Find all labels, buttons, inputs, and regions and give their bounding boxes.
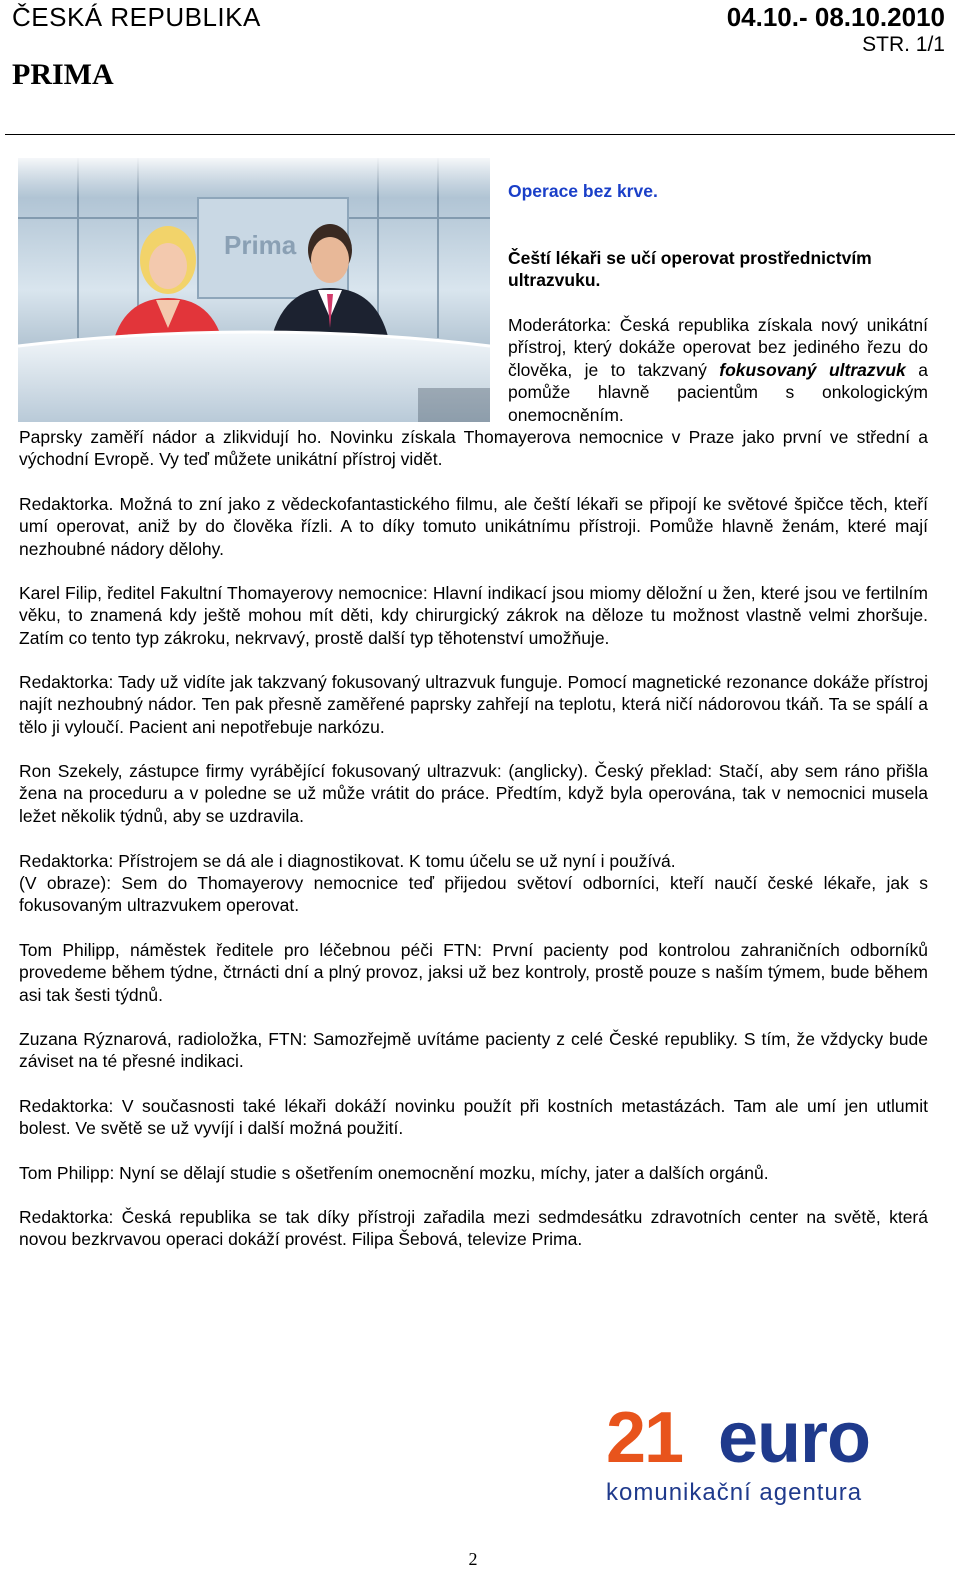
article-paragraph: Redaktorka: Přístrojem se dá ale i diagnostikovat. K tomu účelu se už nyní i používá. (19, 851, 676, 871)
header-divider (5, 134, 955, 135)
news-studio-illustration (18, 158, 490, 422)
article-paragraph: Tom Philipp: Nyní se dělají studie s ošetřením onemocnění mozku, míchy, jater a dalších orgánů. (19, 1163, 769, 1183)
article-paragraph: Redaktorka: Česká republika se tak díky přístroji zařadila mezi sedmdesátku zdravotních center na světě, která novou bezkrvavou operaci dokáží provést. Filipa Šebová, televize Prima. (19, 1207, 928, 1250)
logo-number: 21 (606, 1398, 683, 1478)
article-paragraph: (V obraze): Sem do Thomayerovy nemocnice teď přijedou světoví odborníci, kteří naučí české lékaře, jak s fokusovaným ultrazvukem operovat. (19, 873, 928, 916)
article-paragraph: Redaktorka: V současnosti také lékaři dokáží novinku použít při kostních metastázách. Tam ale umí jen utlumit bolest. Ve světě se už vyvíjí i další možná použití. (19, 1096, 928, 1139)
article-title: Operace bez krve. (508, 181, 658, 201)
logo-tagline: komunikační agentura (606, 1479, 863, 1506)
article-paragraph: Tom Philipp, náměstek ředitele pro léčebnou péči FTN: První pacienty pod kontrolou zahraničních odborníků provedeme během týdne, čtrnácti dní a plný provoz, jaksi už bez kontroly, prostě pouze s naším týmem, bude během asi tak šesti týdnů. (19, 940, 928, 1005)
article-paragraph: Karel Filip, ředitel Fakultní Thomayerovy nemocnice: Hlavní indikací jsou miomy děložní u žen, které jsou ve fertilním věku, to znamená kdy ještě mohou mít děti, kdy chirurgický zákrok na děloze tu možnost vlastně velmi zhoršuje. Zatím co tento typ zákroku, nekrvavý, prostě další typ těhotenství umožňuje. (19, 583, 928, 648)
article-intro-continuation: Paprsky zaměří nádor a zlikvidují ho. Novinku získala Thomayerova nemocnice v Praze jako první ve střední a východní Evropě. Vy teď můžete unikátní přístroj vidět. (19, 427, 928, 470)
logo-word: euro (718, 1398, 871, 1478)
article-paragraph: Zuzana Rýznarová, radioložka, FTN: Samozřejmě uvítáme pacienty z celé České republiky. S tím, že vždycky bude záviset na té přesné indikaci. (19, 1029, 928, 1072)
article-intro-start: Moderátorka: Česká republika získala nový unikátní přístroj, který dokáže operovat bez jediného řezu do člověka, je to takzvaný (508, 315, 928, 380)
header-channel: PRIMA (12, 58, 114, 91)
agency-logo (604, 1398, 934, 1510)
article-subtitle: Čeští lékaři se učí operovat prostřednictvím ultrazvuku. (508, 248, 872, 291)
article-paragraph: Redaktorka: Tady už vidíte jak takzvaný fokusovaný ultrazvuk funguje. Pomocí magnetické rezonance dokáže přístroj najít nezhoubný nádor. Ten pak přesně zaměřené paprsky zahřejí na teplotu, která ničí nádorovou tkáň. Ta se spálí a tělo ji vyloučí. Pacient ani nepotřebuje narkózu. (19, 672, 928, 737)
article-intro-end: a pomůže hlavně pacientům s onkologickým onemocněním. (508, 359, 928, 425)
page-number: 2 (468, 1549, 478, 1569)
article-intro (508, 314, 928, 426)
article-intro-emphasis: fokusovaný ultrazvuk (719, 359, 906, 380)
article-paragraph: Ron Szekely, zástupce firmy vyrábějící fokusovaný ultrazvuk: (anglicky). Český překlad: Stačí, aby sem ráno přišla žena na proceduru a v poledne se už může vrátit do práce. Předtím, když byla operována, tak v nemocnici musela ležet několik týdnů, aby se uzdravila. (19, 761, 928, 826)
article-paragraph: Redaktorka. Možná to zní jako z vědeckofantastického filmu, ale čeští lékaři se připojí ke světové špičce těch, kteří umí operovat, aniž by do člověka řízli. A to díky tomuto unikátnímu přístroji. Pomůže hlavně ženám, které mají nezhoubné nádory dělohy. (19, 494, 928, 559)
header-date-range: 04.10.- 08.10.2010 (726, 2, 945, 32)
header-country: ČESKÁ REPUBLIKA (12, 2, 261, 32)
header-page-label: STR. 1/1 (862, 33, 945, 56)
news-studio-photo (18, 158, 490, 422)
studio-screen-logo: Prima (224, 230, 297, 260)
21euro-logo-graphic (604, 1398, 934, 1510)
